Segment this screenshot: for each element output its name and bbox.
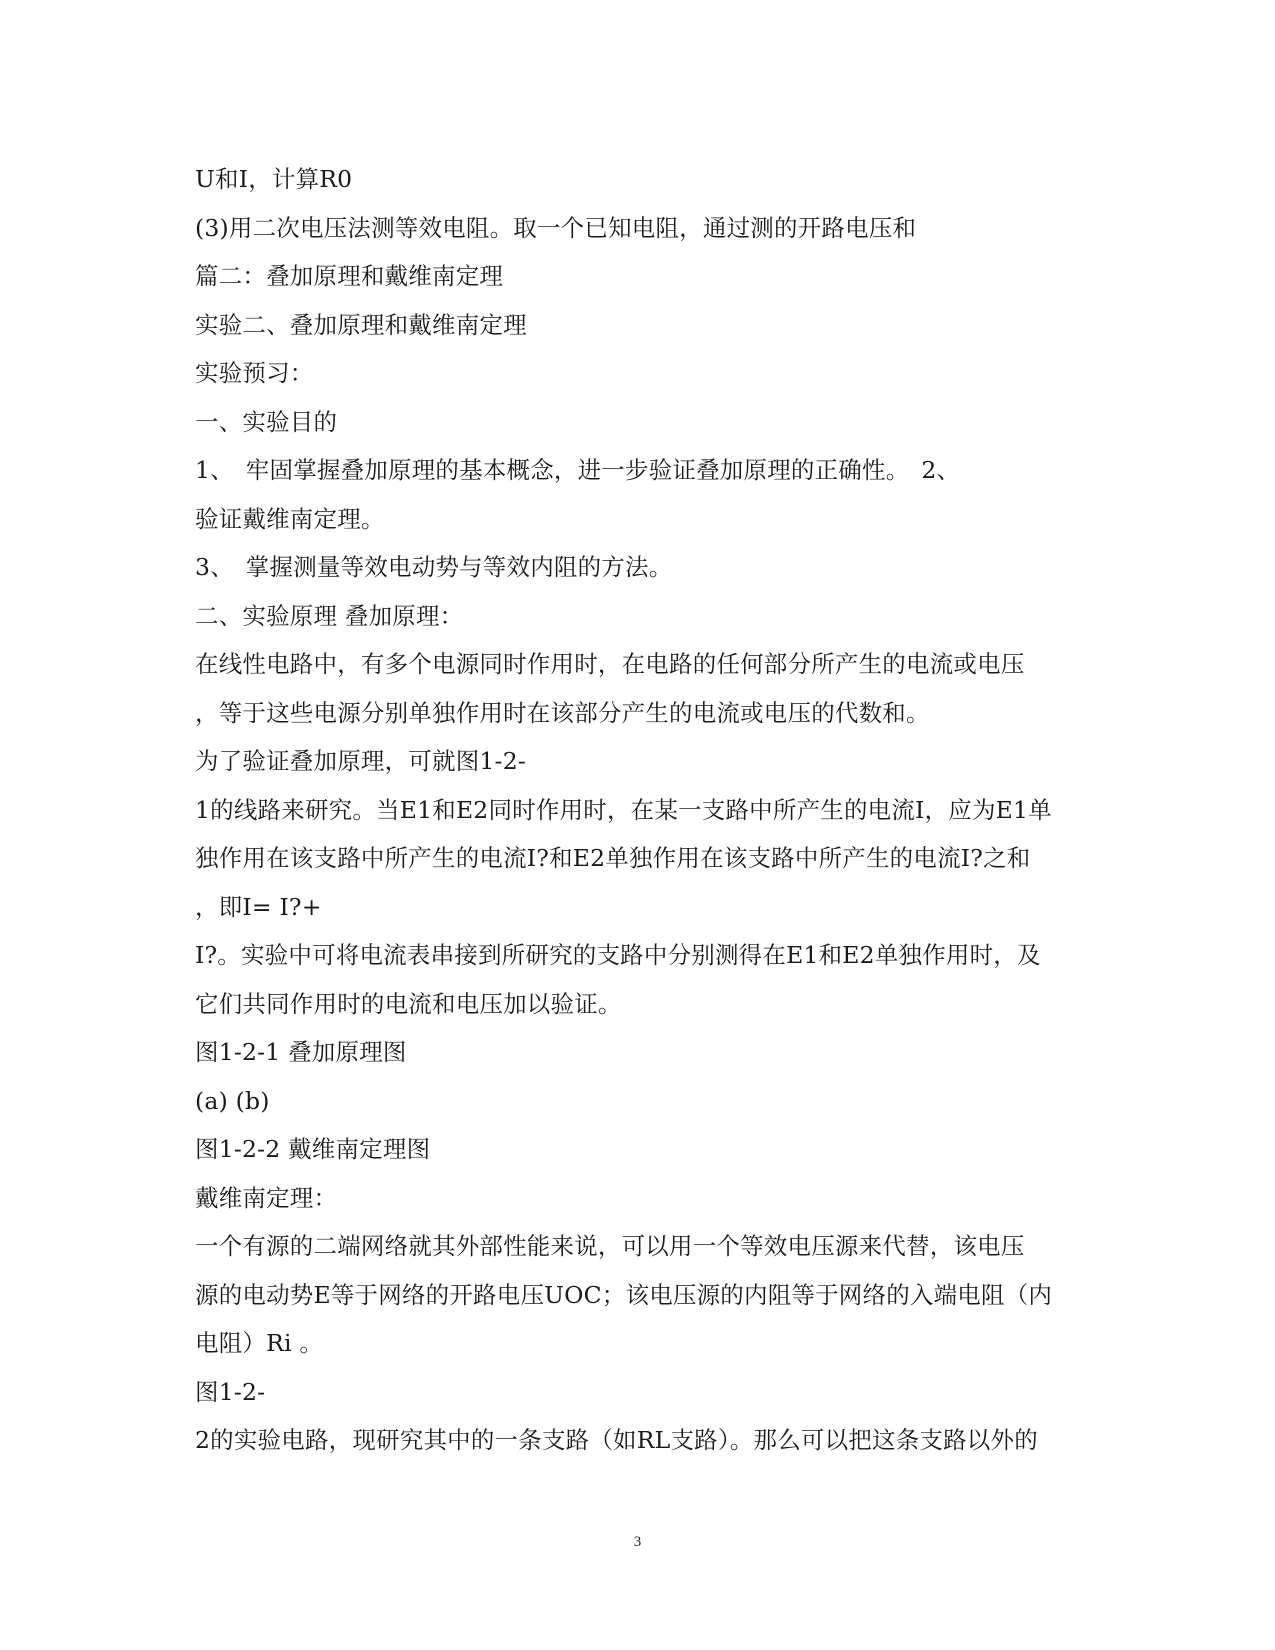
section-heading: 二、实验原理 叠加原理：: [195, 601, 464, 630]
figure-subcaption: (a) (b): [195, 1086, 270, 1115]
body-text: [195, 161, 1095, 1471]
text-line: 它们共同作用时的电流和电压加以验证。: [195, 989, 622, 1018]
text-line: 2的实验电路，现研究其中的一条支路（如RL支路）。那么可以把这条支路以外的: [195, 1426, 1038, 1454]
text-line: 图1-2-: [195, 1377, 266, 1406]
text-line: 一个有源的二端网络就其外部性能来说，可以用一个等效电压源来代替，该电压: [195, 1232, 1025, 1260]
text-line: I?。实验中可将电流表串接到所研究的支路中分别测得在E1和E2单独作用时，及: [195, 941, 1041, 969]
text-line: 在线性电路中，有多个电源同时作用时，在电路的任何部分所产生的电流或电压: [195, 650, 1025, 678]
section-heading: 篇二：叠加原理和戴维南定理: [195, 262, 504, 290]
text-line: 源的电动势E等于网络的开路电压UOC；该电压源的内阻等于网络的入端电阻（内: [195, 1280, 1053, 1309]
text-line: 独作用在该支路中所产生的电流I?和E2单独作用在该支路中所产生的电流I?之和: [195, 844, 1031, 872]
experiment-title: 实验二、叠加原理和戴维南定理: [195, 310, 527, 339]
text-line: 验证戴维南定理。: [195, 504, 385, 533]
page-number: 3: [633, 1534, 642, 1550]
text-line: (3)用二次电压法测等效电阻。取一个已知电阻，通过测的开路电压和: [195, 213, 917, 242]
text-line: 实验预习：: [195, 359, 314, 387]
text-line: 电阻）Ri 。: [195, 1329, 324, 1357]
text-line: 3、 掌握测量等效电动势与等效内阻的方法。: [195, 553, 673, 581]
section-heading: 戴维南定理：: [195, 1183, 338, 1212]
text-line: ，即I= I?+: [195, 892, 322, 921]
section-heading: 一、实验目的: [195, 407, 338, 436]
figure-caption: 图1-2-1 叠加原理图: [195, 1038, 407, 1066]
text-line: 1的线路来研究。当E1和E2同时作用时，在某一支路中所产生的电流I，应为E1单: [195, 795, 1052, 824]
text-line: U和I，计算R0: [195, 165, 353, 193]
text-line: 为了验证叠加原理，可就图1-2-: [195, 747, 526, 775]
text-line: ，等于这些电源分别单独作用时在该部分产生的电流或电压的代数和。: [195, 698, 930, 727]
figure-caption: 图1-2-2 戴维南定理图: [195, 1135, 431, 1163]
text-line: 1、 牢固掌握叠加原理的基本概念，进一步验证叠加原理的正确性。 2、: [195, 456, 961, 484]
